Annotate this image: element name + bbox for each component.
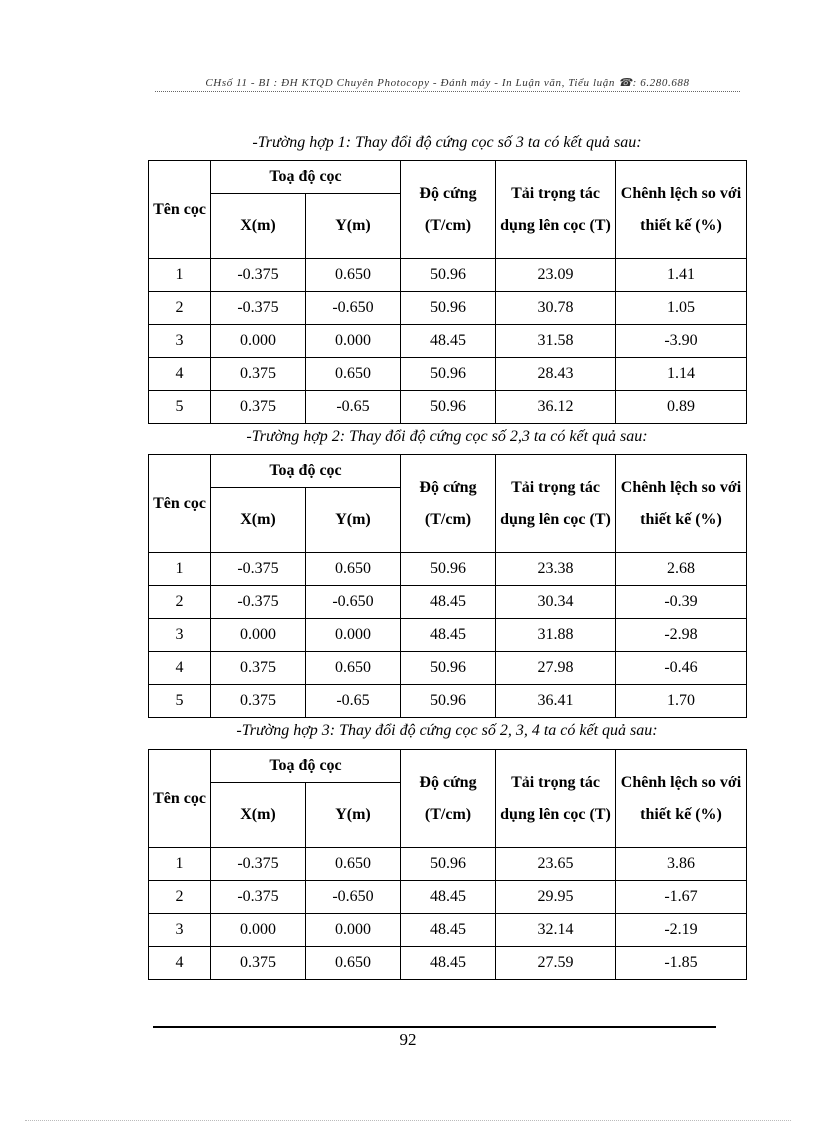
cell-x: -0.375: [211, 292, 306, 325]
cell-y: 0.650: [306, 553, 401, 586]
table-row: [149, 292, 747, 325]
cell-y: 0.650: [306, 259, 401, 292]
cell-pile-name: 2: [149, 881, 211, 914]
header-x: X(m): [211, 194, 306, 259]
footer-rule: [153, 1026, 716, 1028]
cell-deviation: 1.70: [616, 685, 747, 718]
header-y: Y(m): [306, 783, 401, 848]
cell-pile-name: 1: [149, 259, 211, 292]
cell-pile-name: 4: [149, 358, 211, 391]
cell-stiffness: 48.45: [401, 619, 496, 652]
cell-y: 0.650: [306, 652, 401, 685]
header-y: Y(m): [306, 488, 401, 553]
cell-load: 31.88: [496, 619, 616, 652]
cell-y: -0.65: [306, 685, 401, 718]
cell-stiffness: 50.96: [401, 553, 496, 586]
cell-load: 36.41: [496, 685, 616, 718]
cell-deviation: 3.86: [616, 848, 747, 881]
page-number: 92: [399, 1030, 417, 1049]
cell-stiffness: 50.96: [401, 292, 496, 325]
cell-load: 32.14: [496, 914, 616, 947]
header-coordinates: Toạ độ cọc: [211, 750, 401, 783]
cell-stiffness: 48.45: [401, 947, 496, 980]
cell-deviation: -2.98: [616, 619, 747, 652]
cell-stiffness: 48.45: [401, 586, 496, 619]
bottom-border: [25, 1120, 791, 1121]
case-3-caption: -Trường hợp 3: Thay đổi độ cứng cọc số 2, 3, 4 ta có kết quả sau:: [236, 722, 658, 739]
cell-x: 0.375: [211, 391, 306, 424]
cell-x: 0.000: [211, 325, 306, 358]
case-3-table: [148, 749, 747, 980]
cell-y: 0.650: [306, 947, 401, 980]
cell-stiffness: 50.96: [401, 652, 496, 685]
cell-y: -0.65: [306, 391, 401, 424]
cell-load: 23.38: [496, 553, 616, 586]
cell-x: 0.000: [211, 619, 306, 652]
table-row: [149, 947, 747, 980]
cell-stiffness: 48.45: [401, 914, 496, 947]
cell-load: 30.34: [496, 586, 616, 619]
cell-pile-name: 4: [149, 652, 211, 685]
cell-load: 29.95: [496, 881, 616, 914]
table-row: [149, 685, 747, 718]
cell-stiffness: 50.96: [401, 358, 496, 391]
cell-y: 0.650: [306, 848, 401, 881]
case-2-caption: -Trường hợp 2: Thay đổi độ cứng cọc số 2,3 ta có kết quả sau:: [246, 428, 648, 445]
cell-load: 28.43: [496, 358, 616, 391]
header-coordinates: Toạ độ cọc: [211, 161, 401, 194]
cell-load: 27.59: [496, 947, 616, 980]
table-row: [149, 848, 747, 881]
cell-deviation: -1.67: [616, 881, 747, 914]
cell-stiffness: 50.96: [401, 391, 496, 424]
table-row: [149, 259, 747, 292]
cell-x: -0.375: [211, 881, 306, 914]
header-deviation: Chênh lệch so với thiết kế (%): [616, 161, 747, 259]
cell-deviation: 1.41: [616, 259, 747, 292]
header-load: Tải trọng tác dụng lên cọc (T): [496, 455, 616, 553]
cell-y: -0.650: [306, 881, 401, 914]
header-coordinates: Toạ độ cọc: [211, 455, 401, 488]
cell-y: -0.650: [306, 292, 401, 325]
cell-load: 23.65: [496, 848, 616, 881]
page-header: CHsố 11 - BI : ĐH KTQD Chuyên Photocopy - Đánh máy - In Luận văn, Tiểu luận ☎: 6.280.688: [155, 76, 740, 92]
header-y: Y(m): [306, 194, 401, 259]
table-row: [149, 358, 747, 391]
cell-stiffness: 48.45: [401, 325, 496, 358]
cell-x: -0.375: [211, 553, 306, 586]
cell-pile-name: 5: [149, 391, 211, 424]
cell-pile-name: 4: [149, 947, 211, 980]
table-row: [149, 652, 747, 685]
cell-y: 0.000: [306, 325, 401, 358]
cell-stiffness: 50.96: [401, 848, 496, 881]
cell-x: -0.375: [211, 586, 306, 619]
header-x: X(m): [211, 488, 306, 553]
case-1-caption: -Trường hợp 1: Thay đổi độ cứng cọc số 3 ta có kết quả sau:: [252, 134, 642, 151]
cell-deviation: 2.68: [616, 553, 747, 586]
table-row: [149, 619, 747, 652]
cell-load: 36.12: [496, 391, 616, 424]
cell-pile-name: 2: [149, 586, 211, 619]
cell-pile-name: 1: [149, 848, 211, 881]
cell-load: 31.58: [496, 325, 616, 358]
cell-stiffness: 48.45: [401, 881, 496, 914]
cell-x: -0.375: [211, 259, 306, 292]
table-row: [149, 586, 747, 619]
table-row: [149, 914, 747, 947]
cell-x: 0.375: [211, 652, 306, 685]
cell-deviation: -1.85: [616, 947, 747, 980]
table-row: [149, 553, 747, 586]
cell-deviation: -0.39: [616, 586, 747, 619]
cell-deviation: 1.14: [616, 358, 747, 391]
header-pile-name: Tên cọc: [149, 455, 211, 553]
cell-pile-name: 3: [149, 325, 211, 358]
cell-deviation: -0.46: [616, 652, 747, 685]
header-stiffness: Độ cứng (T/cm): [401, 750, 496, 848]
cell-load: 27.98: [496, 652, 616, 685]
header-stiffness: Độ cứng (T/cm): [401, 455, 496, 553]
cell-x: 0.375: [211, 685, 306, 718]
cell-deviation: -3.90: [616, 325, 747, 358]
cell-pile-name: 5: [149, 685, 211, 718]
case-1-table: [148, 160, 747, 424]
cell-y: 0.000: [306, 914, 401, 947]
cell-pile-name: 3: [149, 619, 211, 652]
cell-x: 0.375: [211, 358, 306, 391]
header-load: Tải trọng tác dụng lên cọc (T): [496, 161, 616, 259]
cell-pile-name: 2: [149, 292, 211, 325]
cell-deviation: -2.19: [616, 914, 747, 947]
cell-x: 0.375: [211, 947, 306, 980]
table-row: [149, 881, 747, 914]
case-2-table: [148, 454, 747, 718]
cell-deviation: 0.89: [616, 391, 747, 424]
cell-stiffness: 50.96: [401, 685, 496, 718]
header-pile-name: Tên cọc: [149, 750, 211, 848]
header-deviation: Chênh lệch so với thiết kế (%): [616, 750, 747, 848]
cell-stiffness: 50.96: [401, 259, 496, 292]
header-load: Tải trọng tác dụng lên cọc (T): [496, 750, 616, 848]
cell-deviation: 1.05: [616, 292, 747, 325]
cell-load: 30.78: [496, 292, 616, 325]
header-pile-name: Tên cọc: [149, 161, 211, 259]
table-row: [149, 325, 747, 358]
cell-pile-name: 1: [149, 553, 211, 586]
header-x: X(m): [211, 783, 306, 848]
header-stiffness: Độ cứng (T/cm): [401, 161, 496, 259]
header-deviation: Chênh lệch so với thiết kế (%): [616, 455, 747, 553]
cell-x: 0.000: [211, 914, 306, 947]
cell-load: 23.09: [496, 259, 616, 292]
cell-y: -0.650: [306, 586, 401, 619]
cell-pile-name: 3: [149, 914, 211, 947]
cell-y: 0.000: [306, 619, 401, 652]
cell-x: -0.375: [211, 848, 306, 881]
table-row: [149, 391, 747, 424]
cell-y: 0.650: [306, 358, 401, 391]
